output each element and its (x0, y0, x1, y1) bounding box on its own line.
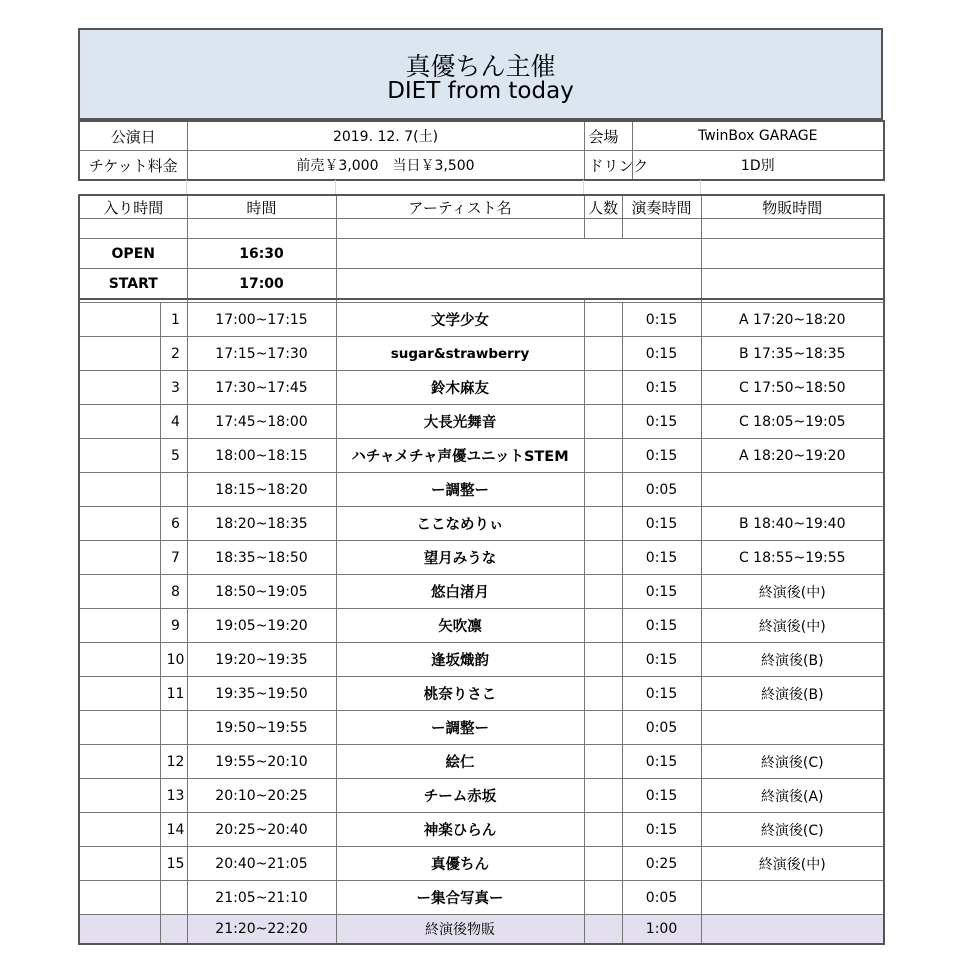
slot-time: 20:40~21:05 (187, 847, 336, 881)
slot-time: 19:35~19:50 (187, 677, 336, 711)
people-count (584, 881, 622, 915)
performance-duration: 0:05 (622, 711, 701, 745)
slot-number: 5 (160, 439, 187, 473)
gridline (583, 180, 584, 194)
merch-time (701, 881, 884, 915)
gridline (335, 180, 336, 194)
artist-name: ー集合写真ー (336, 881, 584, 915)
last-people (584, 915, 622, 945)
entry-cell (79, 337, 160, 371)
gridline (186, 180, 187, 194)
slot-time: 18:20~18:35 (187, 507, 336, 541)
last-artist: 終演後物販 (336, 915, 584, 945)
artist-name: ハチャメチャ声優ユニットSTEM (336, 439, 584, 473)
merch-time: 終演後(中) (701, 575, 884, 609)
slot-number: 10 (160, 643, 187, 677)
merch-time: B 18:40~19:40 (701, 507, 884, 541)
timetable-header (79, 195, 884, 219)
blank-cell (79, 219, 187, 239)
open-merch-blank (701, 239, 884, 269)
slot-number: 1 (160, 303, 187, 337)
people-count (584, 779, 622, 813)
artist-name: 悠白渚月 (336, 575, 584, 609)
ticket-drink-row (79, 151, 884, 181)
slot-number: 3 (160, 371, 187, 405)
people-count (584, 643, 622, 677)
merch-time: 終演後(C) (701, 813, 884, 847)
performance-duration: 0:15 (622, 779, 701, 813)
entry-cell (79, 303, 160, 337)
slot-time: 17:00~17:15 (187, 303, 336, 337)
performance-duration: 0:05 (622, 473, 701, 507)
performance-duration: 0:15 (622, 609, 701, 643)
merch-time: C 17:50~18:50 (701, 371, 884, 405)
artist-name: 文学少女 (336, 303, 584, 337)
slot-time: 20:10~20:25 (187, 779, 336, 813)
people-count (584, 575, 622, 609)
open-label: OPEN (79, 239, 187, 269)
page-subtitle: DIET from today (387, 78, 574, 104)
merch-time (701, 473, 884, 507)
artist-name: チーム赤坂 (336, 779, 584, 813)
drink-value: 1D別 (632, 151, 884, 181)
performance-duration: 0:15 (622, 677, 701, 711)
start-blank (336, 269, 701, 300)
entry-cell (79, 473, 160, 507)
people-count (584, 847, 622, 881)
artist-name: ー調整ー (336, 711, 584, 745)
open-row (79, 239, 884, 269)
artist-name: 望月みうな (336, 541, 584, 575)
artist-name: 絵仁 (336, 745, 584, 779)
people-count (584, 609, 622, 643)
timetable (78, 194, 885, 945)
table-row (79, 643, 884, 677)
date-venue-row (79, 121, 884, 151)
merch-after-show-row (79, 915, 884, 945)
slot-time: 18:00~18:15 (187, 439, 336, 473)
entry-cell (79, 745, 160, 779)
entry-cell (79, 813, 160, 847)
merch-time: 終演後(A) (701, 779, 884, 813)
start-time: 17:00 (187, 269, 336, 300)
entry-cell (79, 609, 160, 643)
col-artist: アーティスト名 (336, 195, 584, 219)
merch-time: 終演後(中) (701, 847, 884, 881)
slot-time: 20:25~20:40 (187, 813, 336, 847)
last-time: 21:20~22:20 (187, 915, 336, 945)
gridline (700, 180, 701, 194)
entry-cell (79, 507, 160, 541)
people-count (584, 337, 622, 371)
entry-cell (79, 405, 160, 439)
slot-time: 19:55~20:10 (187, 745, 336, 779)
slot-number (160, 473, 187, 507)
table-row (79, 609, 884, 643)
artist-name: 神楽ひらん (336, 813, 584, 847)
slot-number: 13 (160, 779, 187, 813)
entry-cell (79, 371, 160, 405)
date-value: 2019. 12. 7(土) (187, 121, 584, 151)
people-count (584, 541, 622, 575)
table-row (79, 779, 884, 813)
venue-label: 会場 (584, 121, 632, 151)
table-row (79, 677, 884, 711)
blank-cell (336, 219, 584, 239)
table-row (79, 813, 884, 847)
slot-time: 17:30~17:45 (187, 371, 336, 405)
col-duration: 演奏時間 (622, 195, 701, 219)
start-label: START (79, 269, 187, 300)
slot-number (160, 711, 187, 745)
table-row (79, 303, 884, 337)
page-title: 真優ちん主催 (405, 52, 556, 81)
table-row (79, 507, 884, 541)
entry-cell (79, 541, 160, 575)
performance-duration: 0:15 (622, 507, 701, 541)
merch-time: C 18:05~19:05 (701, 405, 884, 439)
merch-time: 終演後(中) (701, 609, 884, 643)
slot-time: 19:50~19:55 (187, 711, 336, 745)
merch-time: 終演後(B) (701, 677, 884, 711)
table-row (79, 541, 884, 575)
table-row (79, 405, 884, 439)
slot-time: 18:15~18:20 (187, 473, 336, 507)
performance-duration: 0:15 (622, 303, 701, 337)
slot-time: 18:35~18:50 (187, 541, 336, 575)
performance-duration: 0:15 (622, 541, 701, 575)
artist-name: sugar&strawberry (336, 337, 584, 371)
performance-duration: 0:25 (622, 847, 701, 881)
last-blank (79, 915, 160, 945)
entry-cell (79, 677, 160, 711)
performance-duration: 0:05 (622, 881, 701, 915)
col-time: 時間 (187, 195, 336, 219)
people-count (584, 711, 622, 745)
last-merch (701, 915, 884, 945)
slot-number: 7 (160, 541, 187, 575)
performance-duration: 0:15 (622, 405, 701, 439)
slot-time: 21:05~21:10 (187, 881, 336, 915)
people-count (584, 813, 622, 847)
drink-label: ドリンク (584, 151, 632, 181)
slot-time: 19:05~19:20 (187, 609, 336, 643)
table-row (79, 371, 884, 405)
artist-name: 逢坂熾韵 (336, 643, 584, 677)
artist-name: 桃奈りさこ (336, 677, 584, 711)
venue-value: TwinBox GARAGE (632, 121, 884, 151)
artist-name: ー調整ー (336, 473, 584, 507)
ticket-label: チケット料金 (79, 151, 187, 181)
open-blank (336, 239, 701, 269)
blank-cell (701, 219, 884, 239)
slot-time: 17:45~18:00 (187, 405, 336, 439)
slot-number: 15 (160, 847, 187, 881)
col-entry-time: 入り時間 (79, 195, 187, 219)
blank-cell (622, 219, 701, 239)
people-count (584, 439, 622, 473)
merch-time: 終演後(C) (701, 745, 884, 779)
merch-time: A 18:20~19:20 (701, 439, 884, 473)
entry-cell (79, 439, 160, 473)
merch-time: C 18:55~19:55 (701, 541, 884, 575)
last-num-blank (160, 915, 187, 945)
people-count (584, 405, 622, 439)
entry-cell (79, 643, 160, 677)
slot-number: 9 (160, 609, 187, 643)
blank-cell (187, 219, 336, 239)
start-merch-blank (701, 269, 884, 300)
people-count (584, 371, 622, 405)
performance-duration: 0:15 (622, 439, 701, 473)
merch-time: 終演後(B) (701, 643, 884, 677)
slot-number: 8 (160, 575, 187, 609)
entry-cell (79, 881, 160, 915)
merch-time (701, 711, 884, 745)
performance-duration: 0:15 (622, 371, 701, 405)
slot-number: 6 (160, 507, 187, 541)
table-row (79, 575, 884, 609)
date-label: 公演日 (79, 121, 187, 151)
entry-cell (79, 779, 160, 813)
slot-number: 2 (160, 337, 187, 371)
performance-duration: 0:15 (622, 337, 701, 371)
blank-row (79, 219, 884, 239)
last-duration: 1:00 (622, 915, 701, 945)
col-people: 人数 (584, 195, 622, 219)
slot-number: 11 (160, 677, 187, 711)
open-time: 16:30 (187, 239, 336, 269)
blank-cell (584, 219, 622, 239)
table-row (79, 711, 884, 745)
table-row (79, 745, 884, 779)
table-row (79, 473, 884, 507)
artist-name: 矢吹凛 (336, 609, 584, 643)
event-info-table (78, 120, 885, 181)
start-row (79, 269, 884, 300)
title-banner (78, 28, 883, 120)
performance-duration: 0:15 (622, 575, 701, 609)
slot-number: 4 (160, 405, 187, 439)
col-merch: 物販時間 (701, 195, 884, 219)
slot-number: 14 (160, 813, 187, 847)
people-count (584, 507, 622, 541)
performance-duration: 0:15 (622, 745, 701, 779)
merch-time: A 17:20~18:20 (701, 303, 884, 337)
people-count (584, 745, 622, 779)
artist-name: 大長光舞音 (336, 405, 584, 439)
artist-name: 鈴木麻友 (336, 371, 584, 405)
entry-cell (79, 711, 160, 745)
table-row (79, 439, 884, 473)
people-count (584, 473, 622, 507)
slot-number (160, 881, 187, 915)
table-row (79, 847, 884, 881)
artist-name: ここなめりぃ (336, 507, 584, 541)
slot-number: 12 (160, 745, 187, 779)
entry-cell (79, 847, 160, 881)
performance-duration: 0:15 (622, 813, 701, 847)
slot-time: 19:20~19:35 (187, 643, 336, 677)
table-row (79, 337, 884, 371)
people-count (584, 677, 622, 711)
slot-time: 18:50~19:05 (187, 575, 336, 609)
table-row (79, 881, 884, 915)
artist-name: 真優ちん (336, 847, 584, 881)
performance-duration: 0:15 (622, 643, 701, 677)
people-count (584, 303, 622, 337)
entry-cell (79, 575, 160, 609)
ticket-value: 前売￥3,000 当日￥3,500 (187, 151, 584, 181)
slot-time: 17:15~17:30 (187, 337, 336, 371)
merch-time: B 17:35~18:35 (701, 337, 884, 371)
